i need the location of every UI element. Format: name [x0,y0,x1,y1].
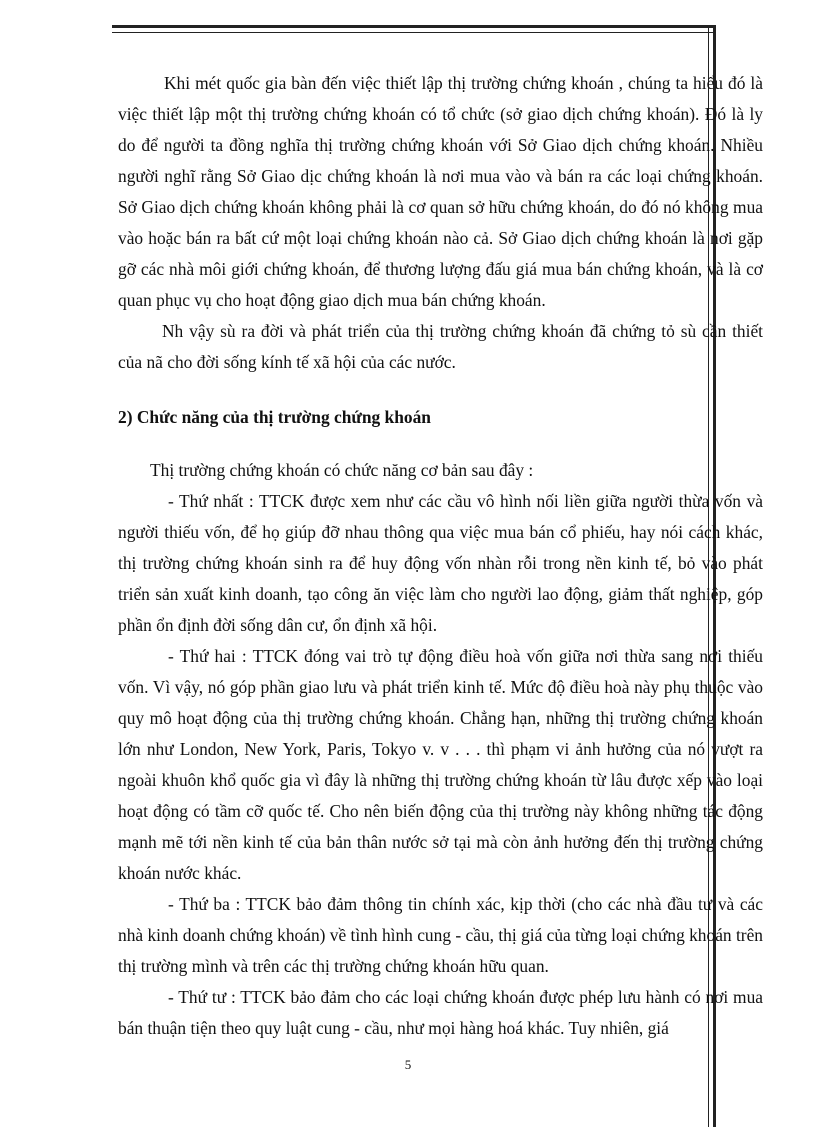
paragraph-lead: Thị trường chứng khoán có chức năng cơ bản sau đây : [150,460,534,480]
spacer [118,378,763,402]
paragraph-conclusion: Nh vậy sù ra đời và phát triển của thị trường chứng khoán đã chứng tỏ sù cần thiết của nã cho đời sống kính tế xã hội của các nước. [118,321,763,372]
page-number: 5 [404,1057,412,1072]
document-body [118,68,763,1044]
section-heading: 2) Chức năng của thị trường chứng khoán [118,407,431,427]
spacer [118,433,763,455]
paragraph-function-4: - Thứ tư : TTCK bảo đảm cho các loại chứng khoán được phép lưu hành có nơi mua bán thuận tiện theo quy luật cung - cầu, như mọi hàng hoá khác. Tuy nhiên, giá [118,987,763,1038]
page-border-top [112,25,713,33]
paragraph-function-2: - Thứ hai : TTCK đóng vai trò tự động điều hoà vốn giữa nơi thừa sang nơi thiếu vốn. Vì vậy, nó góp phần giao lưu và phát triển kinh tế. Mức độ điều hoà này phụ thuộc vào quy mô hoạt động của thị trường chứng khoán. Chẳng hạn, những thị trường chứng khoán lớn như London, New York, Paris, Tokyo v. v . . . thì phạm vi ảnh hưởng của nó vượt ra ngoài khuôn khổ quốc gia vì đây là những thị trường chứng khoán từ lâu được xếp vào loại hoạt động có tầm cỡ quốc tế. Cho nên biến động của thị trường này không những tác động mạnh mẽ tới nền kinh tế của bản thân nước sở tại mà còn ảnh hưởng đến thị trường chứng khoán nước khác. [118,646,763,883]
paragraph-function-1: - Thứ nhất : TTCK được xem như các cầu vô hình nối liền giữa người thừa vốn và người thiếu vốn, để họ giúp đỡ nhau thông qua việc mua bán cổ phiếu, hay nói cách khác, thị trường chứng khoán sinh ra để huy động vốn nhàn rỗi trong nền kinh tế, bỏ vào phát triển sản xuất kinh doanh, tạo công ăn việc làm cho người lao động, giảm thất nghiệp, góp phần ổn định đời sống dân cư, ổn định xã hội. [118,491,763,635]
paragraph-function-3: - Thứ ba : TTCK bảo đảm thông tin chính xác, kịp thời (cho các nhà đầu tư và các nhà kinh doanh chứng khoán) về tình hình cung - cầu, thị giá của từng loại chứng khoán trên thị trường mình và trên các thị trường chứng khoán hữu quan. [118,894,763,976]
paragraph-intro: Khi mét quốc gia bàn đến việc thiết lập thị trường chứng khoán , chúng ta hiểu đó là việc thiết lập một thị trường chứng khoán có tổ chức (sở giao dịch chứng khoán). Đó là ly do để người ta đồng nghĩa thị trường chứng khoán với Sở Giao dịch chứng khoán. Nhiều người nghĩ rằng Sở Giao dịc chứng khoán là nơi mua vào và bán ra các loại chứng khoán. Sở Giao dịch chứng khoán không phải là cơ quan sở hữu chứng khoán, do đó nó không mua vào hoặc bán ra bất cứ một loại chứng khoán nào cả. Sở Giao dịch chứng khoán là nơi gặp gỡ các nhà môi giới chứng khoán, để thương lượng đấu giá mua bán chứng khoán, và là cơ quan phục vụ cho hoạt động giao dịch mua bán chứng khoán. [118,73,763,310]
